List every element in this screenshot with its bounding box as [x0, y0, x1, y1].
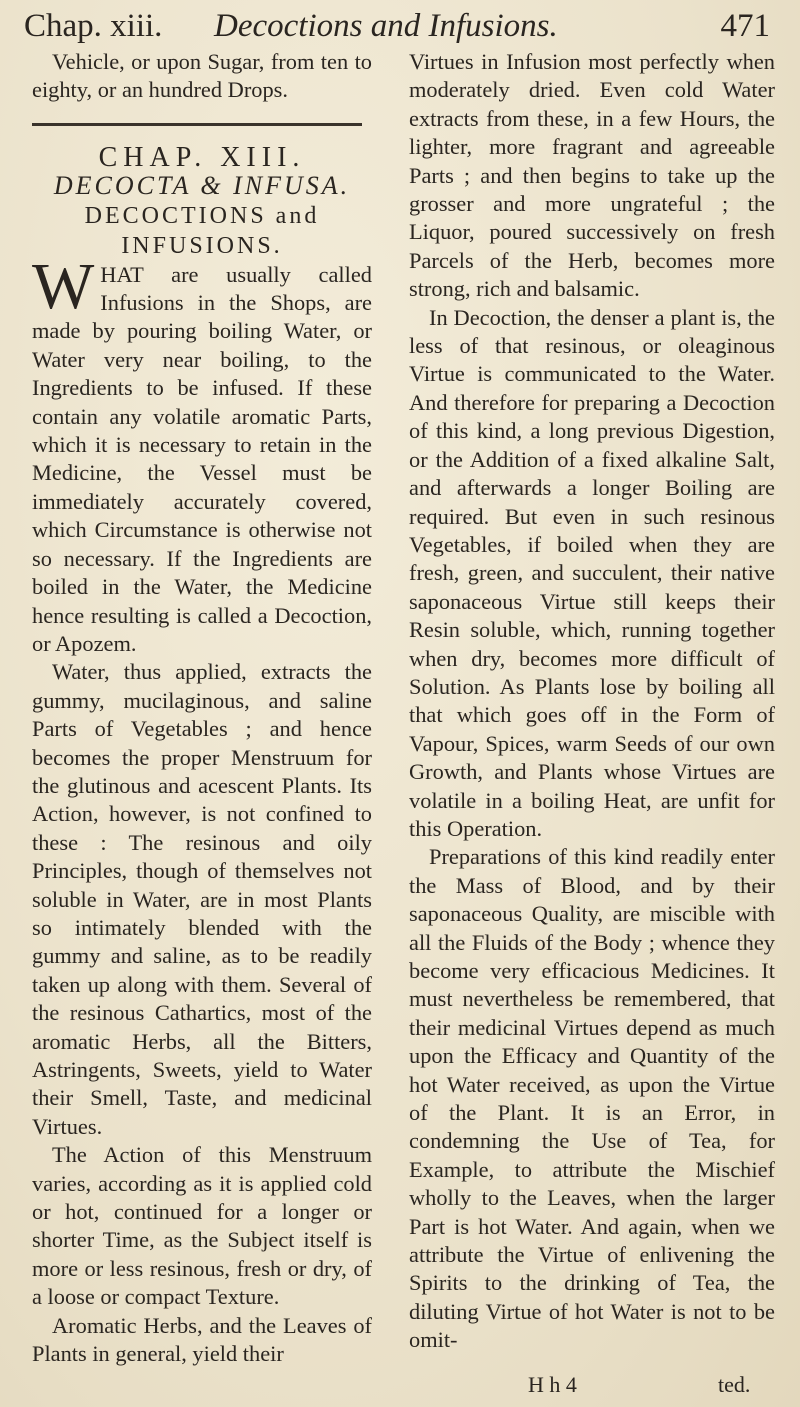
chapter-heading: CHAP. XIII. [98, 141, 306, 173]
chapter-number: Chap. xiii. [24, 8, 163, 44]
paragraph: Aromatic Herbs, and the Leaves of Plants in general, yield their [32, 1312, 372, 1367]
opening-paragraph [32, 249, 372, 659]
lead-text: Vehicle, or upon Sugar, from ten to eighty, or an hundred Drops. [32, 49, 372, 103]
running-title: Decoctions and Infusions. [214, 8, 558, 44]
section-rule [32, 123, 362, 126]
right-column [409, 48, 775, 1355]
page-number: 471 [720, 8, 770, 44]
running-head [24, 8, 776, 52]
english-title: DECOCTIONS and INFUSIONS. [84, 202, 320, 259]
drop-cap: W [32, 249, 95, 323]
left-column [32, 48, 372, 1368]
latin-title: DECOCTA & INFUSA. [53, 171, 351, 201]
catchword: ted. [718, 1372, 751, 1397]
paragraph: The Action of this Menstruum varies, according as it is applied cold or hot, continued for a longer or shorter Time, as the Subject itself is more or less resinous, fresh or dry, of a loose or compact Texture. [32, 1142, 372, 1310]
paragraph: In Decoction, the denser a plant is, the less of that resinous, or oleaginous Virtue is communicated to the Water. And therefore for preparing a Decoction of this kind, a long previous Digestion, or the Addition of a fixed alkaline Salt, and afterwards a longer Boiling are required. But even in such resinous Vegetables, if boiled when they are fresh, green, and succulent, their native saponaceous Virtue still keeps their Resin soluble, which, running together when dry, becomes more difficult of Solution. As Plants lose by boiling all that which goes off in the Form of Vapour, Spices, warm Seeds of our own Growth, and Plants whose Virtues are volatile in a boiling Heat, are unfit for this Operation. [409, 304, 775, 841]
paragraph: Water, thus applied, extracts the gummy, mucilaginous, and saline Parts of Vegetables ; and hence becomes the proper Menstruum for the glutinous and acescent Plants. Its Action, however, is not confined to these : The resinous and oily Principles, though of themselves not soluble in Water, are in most Plants so intimately blended with the gummy and saline, as to be readily taken up along with them. Several of the resinous Cathartics, most of the aromatic Herbs, all the Bitters, Astringents, Sweets, yield to Water their Smell, Taste, and medicinal Virtues. [32, 659, 372, 1139]
paragraph: Preparations of this kind readily enter the Mass of Blood, and by their saponaceous Quality, are miscible with all the Fluids of the Body ; whence they become very efficacious Medicines. It must nevertheless be remembered, that their medicinal Virtues depend as much upon the Efficacy and Quantity of the hot Water received, as upon the Virtue of the Plant. It is an Error, in condemning the Use of Tea, for Example, to attribute the Mischief wholly to the Leaves, when the larger Part is hot Water. And again, when we attribute the Virtue of enlivening the Spirits to the drinking of Tea, the diluting Virtue of hot Water is not to be omit- [409, 844, 775, 1353]
opening-paragraph-text: HAT are usually called Infusions in the Shops, are made by pouring boiling Water, or Water very near boiling, to the Ingredients to be infused. If these contain any volatile aromatic Parts, which it is necessary to retain in the Medicine, the Vessel must be immediately accurately covered, which Circumstance is otherwise not so necessary. If the Ingredients are boiled in the Water, the Medicine hence resulting is called a Decoction, or Apozem. [32, 261, 372, 656]
signature-mark: H h 4 [528, 1372, 577, 1397]
paragraph: Virtues in Infusion most perfectly when moderately dried. Even cold Water extracts from these, in a few Hours, the lighter, more fragrant and agreeable Parts ; and then begins to take up the grosser and more ungrateful ; the Liquor, poured successively on fresh Parcels of the Herb, becomes more strong, rich and balsamic. [409, 49, 775, 302]
